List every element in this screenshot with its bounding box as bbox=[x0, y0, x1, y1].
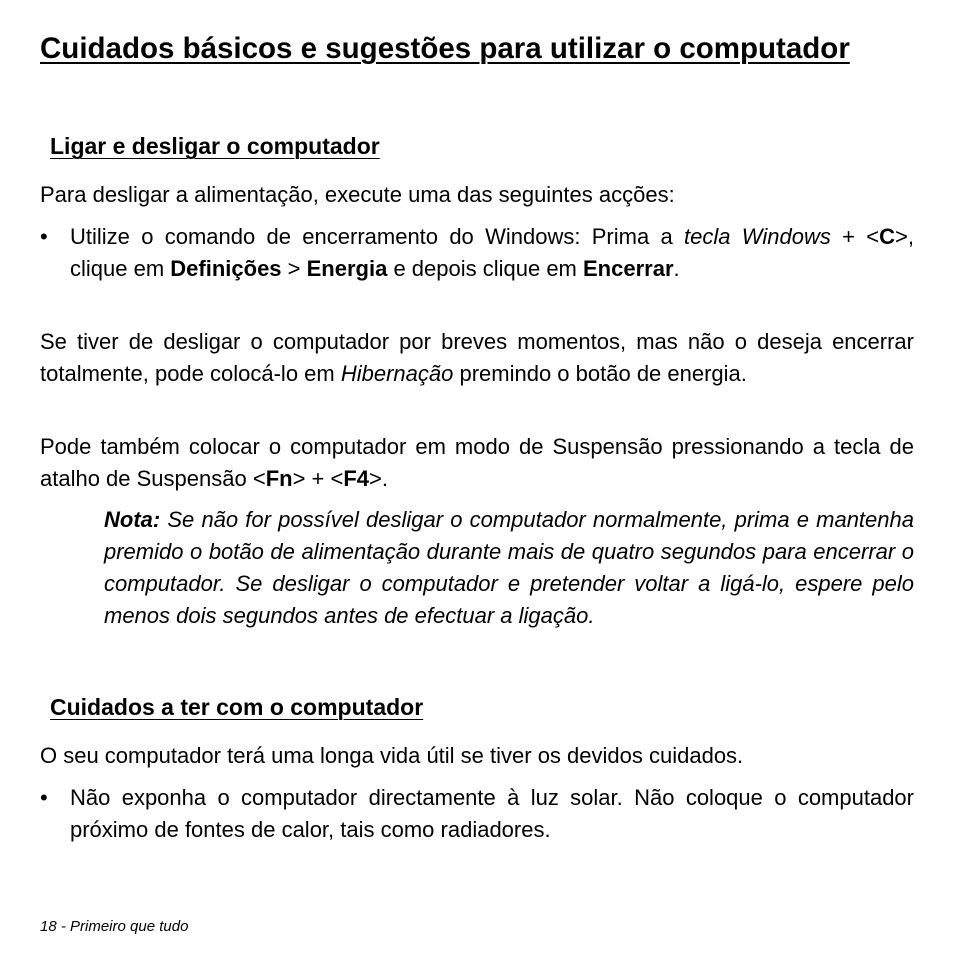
text-run: Pode também colocar o computador em modo de Suspensão pressionando a tecla de atalho de Suspensão < bbox=[40, 434, 914, 491]
key-label: F4 bbox=[343, 466, 370, 491]
text-run: + < bbox=[830, 224, 880, 249]
text-run: . bbox=[673, 256, 680, 281]
section-heading-care-text: Cuidados a ter com o computador bbox=[50, 694, 424, 720]
care-intro-paragraph: O seu computador terá uma longa vida útil se tiver os devidos cuidados. bbox=[40, 743, 744, 768]
text-run-italic: Hibernação bbox=[340, 361, 454, 386]
text-run: premindo o botão de energia. bbox=[453, 361, 747, 386]
note-text: Se não for possível desligar o computador normalmente, prima e mantenha premido o botão de alimentação durante mais de quatro segundos para encerrar o computador. Se desligar o computador e pretender voltar a ligá-lo, espere pelo menos dois segundos antes de efectuar a ligação. bbox=[104, 507, 914, 628]
text-run: >, clique em bbox=[70, 224, 915, 281]
menu-term: Encerrar bbox=[583, 256, 674, 281]
note-block bbox=[104, 504, 914, 632]
list-item-shutdown-text bbox=[70, 221, 914, 285]
sleep-paragraph bbox=[40, 431, 914, 495]
page-title bbox=[40, 30, 920, 68]
bullet-icon: • bbox=[40, 785, 48, 810]
menu-term: Definições bbox=[170, 256, 282, 281]
text-run: > + < bbox=[292, 466, 344, 491]
menu-term: Energia bbox=[306, 256, 388, 281]
text-run: >. bbox=[369, 466, 389, 491]
page-footer: 18 - Primeiro que tudo bbox=[40, 918, 189, 935]
section-heading-power-text: Ligar e desligar o computador bbox=[50, 133, 380, 159]
key-label: C bbox=[879, 224, 896, 249]
text-run: Se tiver de desligar o computador por breves momentos, mas não o deseja encerrar totalmente, pode colocá-lo em bbox=[40, 329, 914, 386]
hibernation-paragraph bbox=[40, 326, 914, 390]
page-title-text: Cuidados básicos e sugestões para utilizar o computador bbox=[40, 32, 850, 65]
section-heading-care bbox=[50, 693, 423, 721]
key-label: Fn bbox=[265, 466, 293, 491]
text-run: e depois clique em bbox=[387, 256, 583, 281]
section-heading-power bbox=[50, 132, 380, 160]
text-run-italic: tecla Windows bbox=[684, 224, 831, 249]
text-run: > bbox=[281, 256, 307, 281]
bullet-icon: • bbox=[40, 224, 48, 249]
list-item-sunlight-text: Não exponha o computador directamente à luz solar. Não coloque o computador próximo de fontes de calor, tais como radiadores. bbox=[70, 785, 914, 842]
text-run: Utilize o comando de encerramento do Windows: Prima a bbox=[70, 224, 685, 249]
note-label: Nota: bbox=[104, 507, 161, 532]
power-intro-paragraph: Para desligar a alimentação, execute uma das seguintes acções: bbox=[40, 182, 675, 207]
